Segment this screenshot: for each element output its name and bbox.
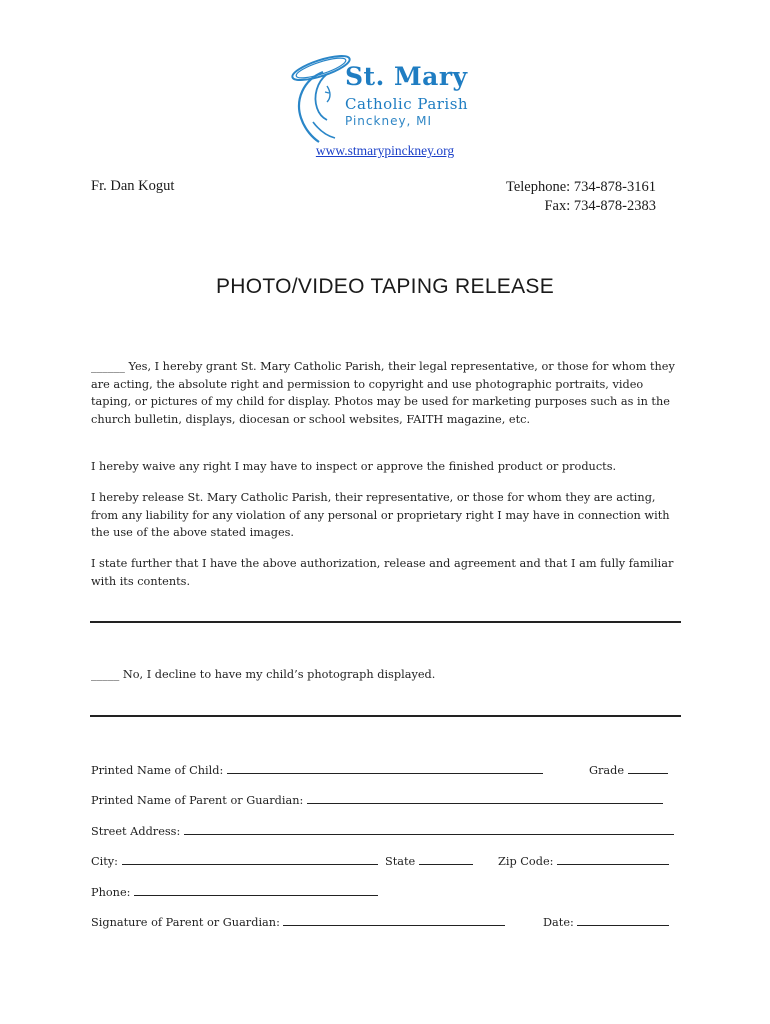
pastor-name: Fr. Dan Kogut [91,178,175,194]
signature-label: Signature of Parent or Guardian: [91,916,280,929]
parent-name-label: Printed Name of Parent or Guardian: [91,794,304,807]
grant-paragraph: ______ Yes, I hereby grant St. Mary Catholic Parish, their legal representative, or those for whom they are acting, the absolute right and permission to copyright and use photographic portraits, video taping, or pictures of my child for display. Photos may be used for marketing purposes such as in the church bulletin, displays, diocesan or school websites, FAITH magazine, etc. [91,360,675,426]
contact-block [506,178,656,216]
divider [90,621,681,623]
grade-label: Grade [589,764,625,777]
street-field[interactable] [184,822,674,835]
logo-town: Pinckney, MI [345,114,433,128]
zip-group [498,852,669,868]
parent-name-row [91,791,681,809]
agreement-paragraph: I state further that I have the above authorization, release and agreement and that I am fully familiar with its contents. [91,557,674,588]
child-name-label: Printed Name of Child: [91,764,224,777]
phone-label: Phone: [91,886,131,899]
city-row [91,852,681,870]
child-name-row [91,761,681,779]
website-link[interactable]: www.stmarypinckney.org [315,143,455,158]
grade-field[interactable] [628,761,668,774]
signature-field[interactable] [283,913,505,926]
state-group [385,852,473,868]
page-title: PHOTO/VIDEO TAPING RELEASE [215,275,555,298]
decline-paragraph: _____ No, I decline to have my child’s photograph displayed. [91,668,436,681]
madonna-halo-icon [283,52,353,144]
fax: Fax: 734-878-2383 [544,198,656,214]
date-field[interactable] [577,913,669,926]
phone-row [91,883,681,901]
divider [90,715,681,717]
parent-name-field[interactable] [307,791,663,804]
state-field[interactable] [419,852,473,865]
city-field[interactable] [122,852,378,865]
child-name-field[interactable] [227,761,543,774]
date-group [543,913,669,929]
phone-field[interactable] [134,883,378,896]
street-label: Street Address: [91,825,181,838]
parish-logo [283,52,493,144]
street-row [91,822,681,840]
state-label: State [385,855,416,868]
signature-row [91,913,681,931]
grade-group [589,761,668,777]
date-label: Date: [543,916,574,929]
waive-paragraph: I hereby waive any right I may have to inspect or approve the finished product or products. [91,460,617,473]
logo-parish: Catholic Parish [345,95,469,113]
release-paragraph: I hereby release St. Mary Catholic Parish, their representative, or those for whom they are acting, from any liability for any violation of any personal or proprietary right I may have in connection with the use of the above stated images. [91,491,670,539]
zip-field[interactable] [557,852,669,865]
city-label: City: [91,855,118,868]
telephone: Telephone: 734-878-3161 [506,179,656,195]
zip-label: Zip Code: [498,855,554,868]
logo-name: St. Mary [345,62,468,91]
